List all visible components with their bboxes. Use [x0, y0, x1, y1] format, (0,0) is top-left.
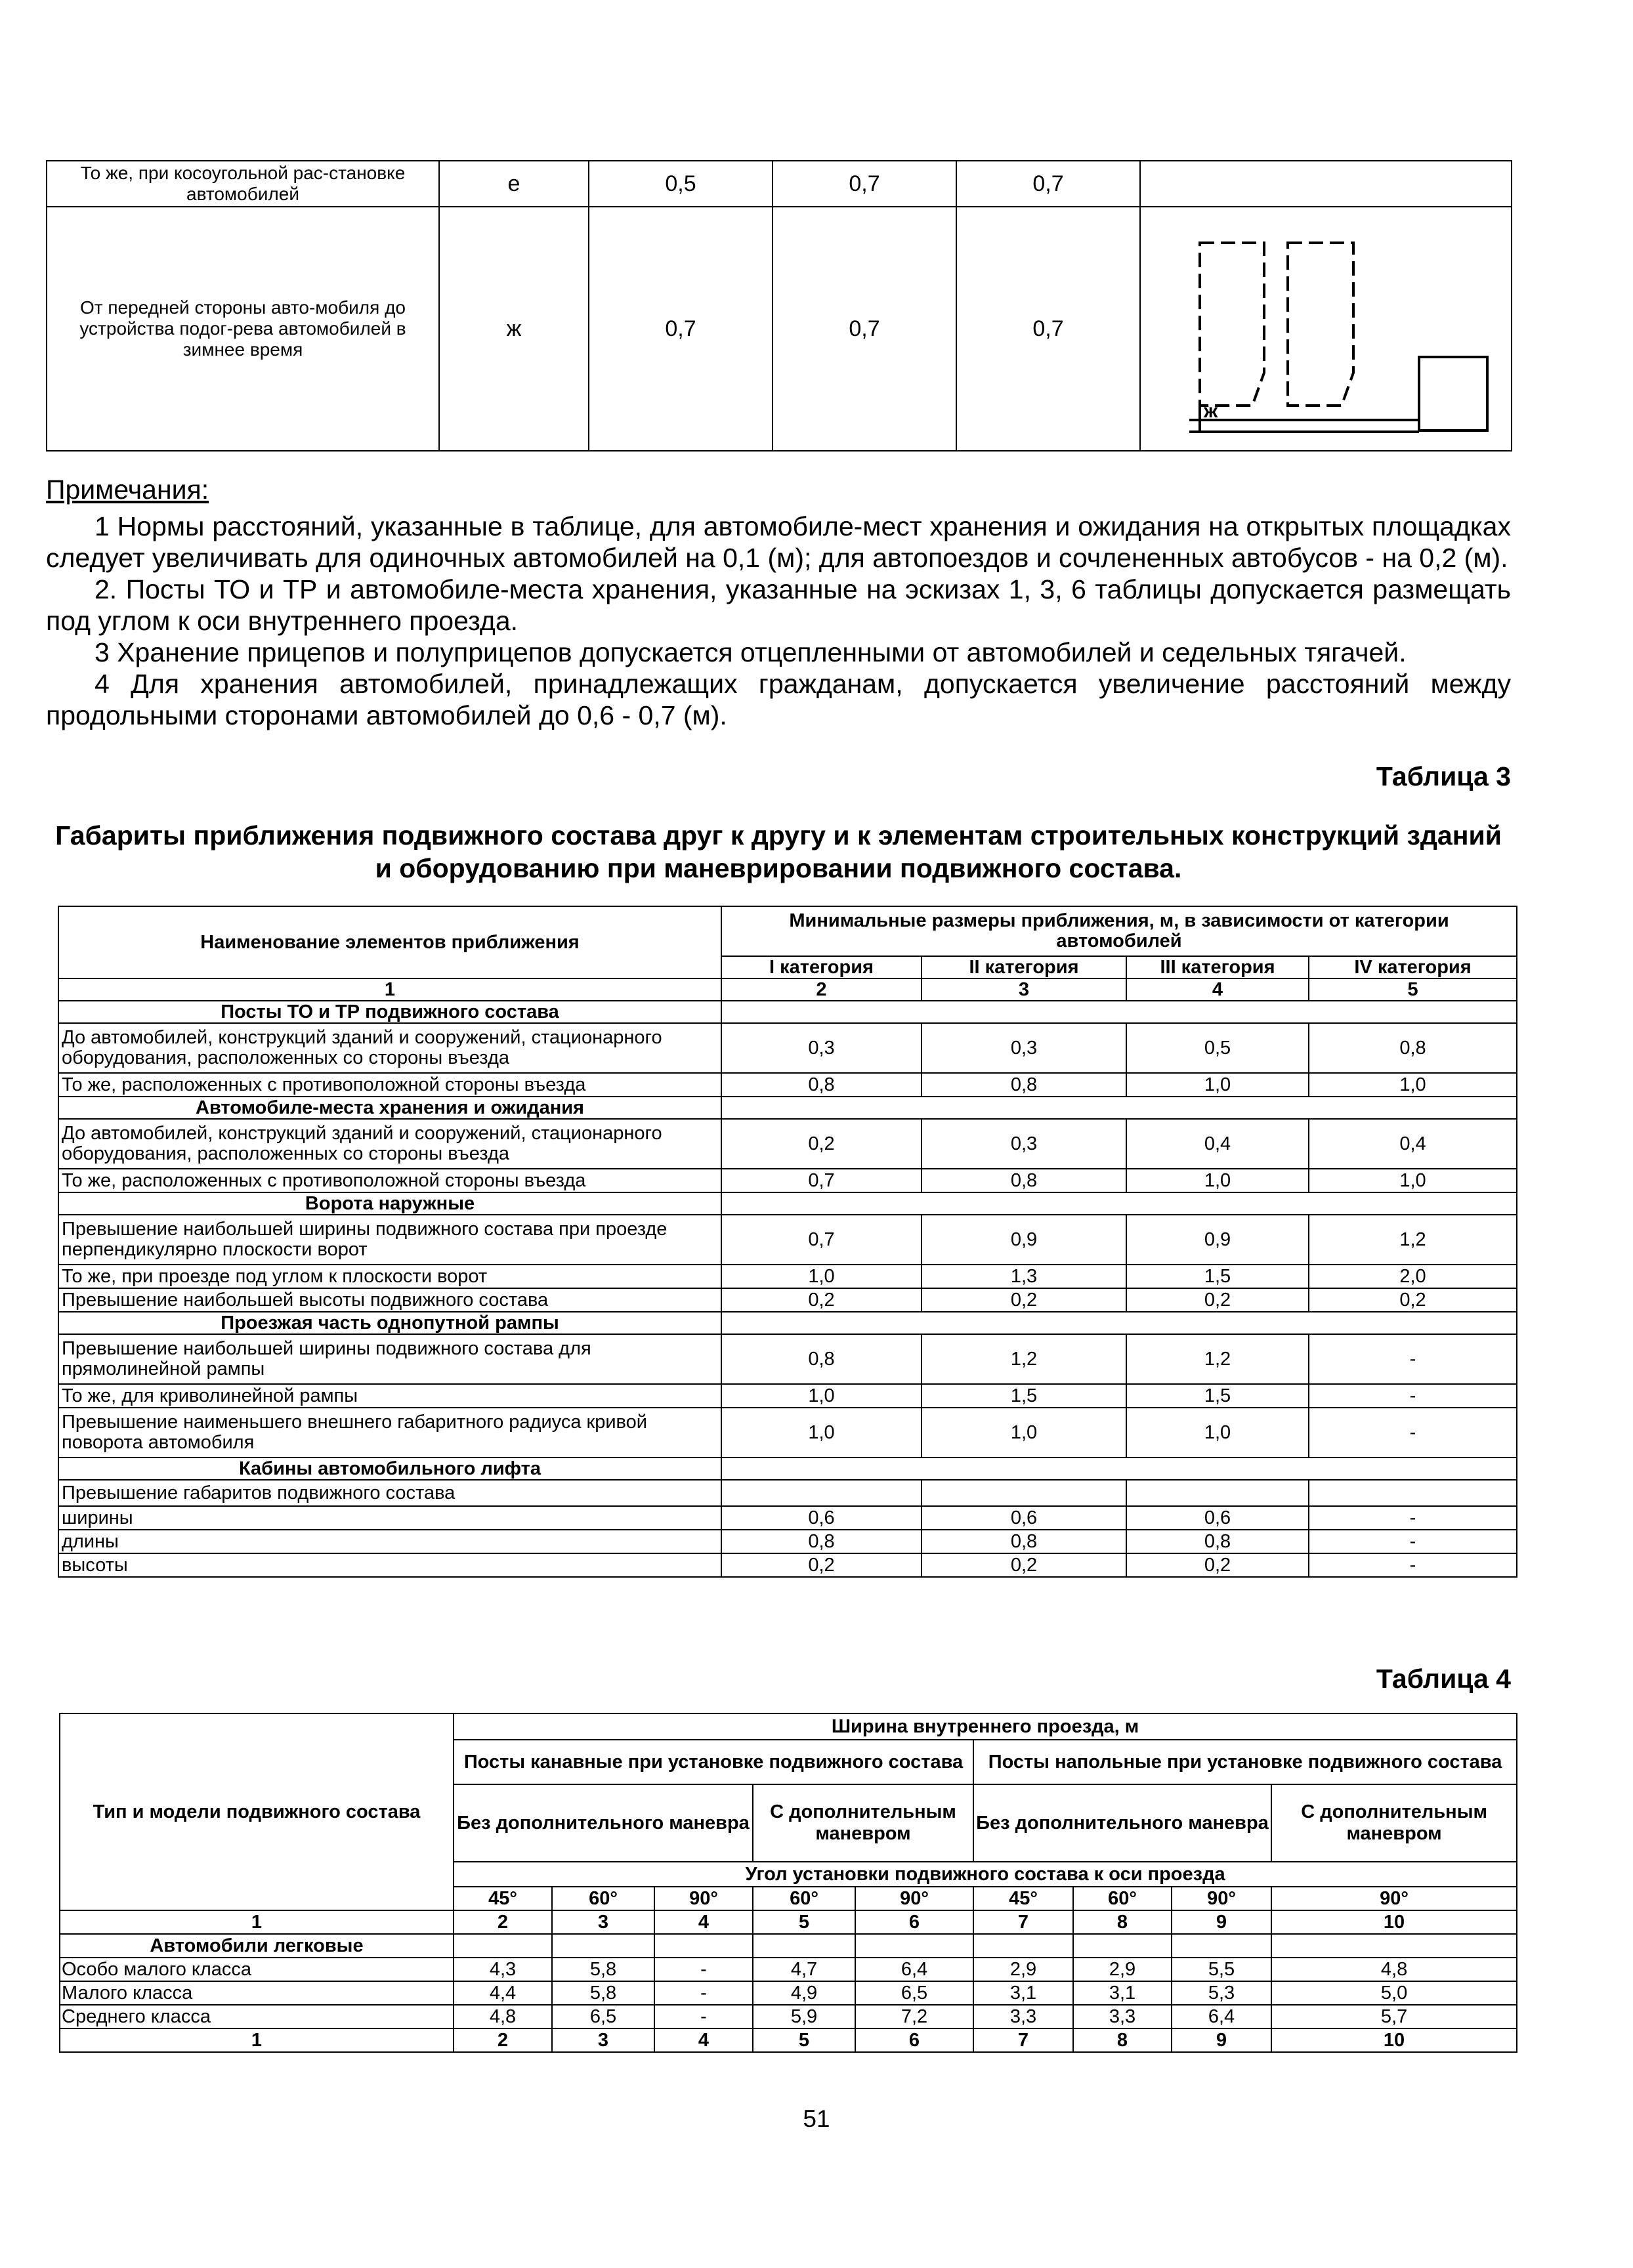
cell: - [1309, 1553, 1517, 1577]
table-row [47, 207, 1512, 451]
table-row [60, 1981, 1517, 2005]
angle-header: 90° [654, 1887, 753, 1910]
cell: 0,3 [922, 1023, 1126, 1073]
cell: 6,5 [855, 1981, 973, 2005]
cell: 0,2 [721, 1119, 922, 1169]
table-row [58, 1530, 1517, 1553]
table4-caption: Таблица 4 [1376, 1664, 1511, 1694]
table-row [60, 1713, 1517, 1740]
group-canal: Посты канавные при установке подвижного состава [454, 1740, 973, 1784]
cell: 4,3 [454, 1958, 552, 1981]
row-name: Особо малого класса [60, 1958, 454, 1981]
col-num: 3 [552, 1910, 654, 1934]
cell: 0,4 [1309, 1119, 1517, 1169]
angle-header: 90° [1172, 1887, 1271, 1910]
cell: 0,6 [922, 1506, 1126, 1530]
col-num: 9 [1172, 1910, 1271, 1934]
table-row [58, 906, 1517, 956]
col-num: 1 [58, 978, 721, 1001]
col-num: 5 [753, 1910, 855, 1934]
cat-header: I категория [721, 956, 922, 978]
cell: - [654, 2005, 753, 2028]
empty-sketch-cell [1140, 161, 1512, 207]
angle-header: 45° [454, 1887, 552, 1910]
table3 [58, 906, 1517, 1578]
cat-header: III категория [1126, 956, 1309, 978]
cell: - [654, 1958, 753, 1981]
table3-title: Габариты приближения подвижного состава друг к другу и к элементам строительных конструкций зданий и оборудованию при маневрировании подвижного состава. [55, 820, 1502, 883]
cell: 5,0 [1271, 1981, 1517, 2005]
col-num: 2 [454, 2028, 552, 2052]
row-name: Превышение наименьшего внешнего габаритного радиуса кривой поворота автомобиля [58, 1408, 721, 1458]
table-continued [46, 160, 1512, 452]
cell: 0,2 [922, 1288, 1126, 1312]
cell: - [1309, 1408, 1517, 1458]
cell: 0,8 [721, 1334, 922, 1384]
row-name: Превышение наибольшей высоты подвижного состава [58, 1288, 721, 1312]
angle-header: 90° [1271, 1887, 1517, 1910]
cell: 0,6 [721, 1506, 922, 1530]
cell: 0,4 [1126, 1119, 1309, 1169]
row-label: е [439, 161, 589, 207]
section-row [60, 1934, 1517, 1958]
cell: 5,8 [552, 1981, 654, 2005]
table-row [58, 1553, 1517, 1577]
cell: 7,2 [855, 2005, 973, 2028]
row-name: Превышение наибольшей ширины подвижного состава при проезде перпендикулярно плоскости ворот [58, 1215, 721, 1265]
cell: 0,2 [721, 1288, 922, 1312]
row-name: длины [58, 1530, 721, 1553]
cell: 0,8 [721, 1073, 922, 1097]
table-row [58, 1506, 1517, 1530]
row-label: ж [439, 207, 589, 451]
table-row [60, 2005, 1517, 2028]
col-num: 9 [1172, 2028, 1271, 2052]
table-row [58, 1334, 1517, 1384]
table3-caption: Таблица 3 [1376, 761, 1511, 791]
angle-header: 90° [855, 1887, 973, 1910]
col-num: 6 [855, 1910, 973, 1934]
cell: 0,8 [922, 1530, 1126, 1553]
col-num: 3 [552, 2028, 654, 2052]
row-name: Малого класса [60, 1981, 454, 2005]
cell: 1,0 [1126, 1169, 1309, 1192]
table-row [58, 978, 1517, 1001]
group-floor: Посты напольные при установке подвижного состава [973, 1740, 1517, 1784]
cat-header: IV категория [1309, 956, 1517, 978]
cell: 6,4 [1172, 2005, 1271, 2028]
table-row [58, 1265, 1517, 1288]
table4 [59, 1713, 1517, 2053]
cell: 0,7 [721, 1169, 922, 1192]
sub-no-maneuver-floor: Без дополнительного маневра [973, 1784, 1271, 1862]
table-row [58, 1288, 1517, 1312]
table-row [58, 1023, 1517, 1073]
cell: 1,2 [1126, 1334, 1309, 1384]
angle-header: 60° [1073, 1887, 1172, 1910]
cell: 0,3 [922, 1119, 1126, 1169]
cell: 0,7 [773, 207, 956, 451]
cell: 1,5 [922, 1384, 1126, 1408]
angle-label: Угол установки подвижного состава к оси проезда [454, 1862, 1517, 1887]
cell: - [1309, 1384, 1517, 1408]
cat-header: II категория [922, 956, 1126, 978]
note-item: 3 Хранение прицепов и полуприцепов допускается отцепленными от автомобилей и седельных тягачей. [95, 637, 1407, 667]
cell: 0,8 [1126, 1530, 1309, 1553]
angle-header: 45° [973, 1887, 1073, 1910]
section-row [58, 1097, 1517, 1119]
cell: 1,0 [721, 1265, 922, 1288]
section-title: Автомобиле-места хранения и ожидания [58, 1097, 721, 1119]
row-name: ширины [58, 1506, 721, 1530]
cell: 1,0 [1126, 1073, 1309, 1097]
cell: 4,8 [454, 2005, 552, 2028]
col-num: 6 [855, 2028, 973, 2052]
cell: 0,2 [1309, 1288, 1517, 1312]
col-num: 1 [60, 1910, 454, 1934]
cell: 1,5 [1126, 1384, 1309, 1408]
section-row [58, 1312, 1517, 1334]
cell: 0,7 [956, 207, 1140, 451]
col-num: 3 [922, 978, 1126, 1001]
table-row [58, 1073, 1517, 1097]
cell: 0,3 [721, 1023, 922, 1073]
row-name: От передней стороны авто-мобиля до устройства подог-рева автомобилей в зимнее время [47, 207, 439, 451]
cell: 1,0 [922, 1408, 1126, 1458]
table-row [47, 161, 1512, 207]
head-width: Ширина внутреннего проезда, м [454, 1713, 1517, 1740]
cell: 0,2 [1126, 1553, 1309, 1577]
cell: 4,4 [454, 1981, 552, 2005]
cell: 1,3 [922, 1265, 1126, 1288]
cell: 0,6 [1126, 1506, 1309, 1530]
row-name: До автомобилей, конструкций зданий и сооружений, стационарного оборудования, расположенных со стороны въезда [58, 1119, 721, 1169]
angle-header: 60° [753, 1887, 855, 1910]
cell: 0,9 [1126, 1215, 1309, 1265]
row-name: Превышение габаритов подвижного состава [58, 1480, 721, 1506]
cell: 1,0 [1126, 1408, 1309, 1458]
section-title: Кабины автомобильного лифта [58, 1458, 721, 1480]
cell: 5,3 [1172, 1981, 1271, 2005]
notes-header: Примечания: [46, 474, 209, 505]
table-row [58, 1384, 1517, 1408]
col-num: 1 [60, 2028, 454, 2052]
head-type: Тип и модели подвижного состава [60, 1713, 454, 1910]
section-row [58, 1001, 1517, 1023]
cell: 2,9 [1073, 1958, 1172, 1981]
cell: 6,5 [552, 2005, 654, 2028]
cell: 1,5 [1126, 1265, 1309, 1288]
row-name: Среднего класса [60, 2005, 454, 2028]
cell: 2,9 [973, 1958, 1073, 1981]
head-group: Минимальные размеры приближения, м, в зависимости от категории автомобилей [721, 906, 1517, 956]
section-row [58, 1458, 1517, 1480]
cell: 0,7 [589, 207, 773, 451]
angle-header: 60° [552, 1887, 654, 1910]
cell: - [1309, 1530, 1517, 1553]
section-title: Автомобили легковые [60, 1934, 454, 1958]
cell: 0,7 [773, 161, 956, 207]
cell: 3,3 [973, 2005, 1073, 2028]
cell: 0,7 [721, 1215, 922, 1265]
row-name: То же, при проезде под углом к плоскости ворот [58, 1265, 721, 1288]
cell: - [654, 1981, 753, 2005]
col-num: 8 [1073, 2028, 1172, 2052]
cell: 3,1 [973, 1981, 1073, 2005]
sketch-label: ж [1204, 400, 1218, 422]
section-title: Проезжая часть однопутной рампы [58, 1312, 721, 1334]
cell: 5,7 [1271, 2005, 1517, 2028]
cell: - [1309, 1334, 1517, 1384]
cell: 0,2 [721, 1553, 922, 1577]
cell: 0,5 [589, 161, 773, 207]
note-item: 1 Нормы расстояний, указанные в таблице, для автомобиле-мест хранения и ожидания на открытых площадках следует увеличивать для одиночных автомобилей на 0,1 (м); для автопоездов и сочлененных автобусов - на 0,2 (м). [46, 511, 1511, 573]
page-number: 51 [803, 2105, 830, 2132]
row-name: Превышение наибольшей ширины подвижного состава для прямолинейной рампы [58, 1334, 721, 1384]
cell: 1,0 [1309, 1073, 1517, 1097]
row-name: высоты [58, 1553, 721, 1577]
col-num: 5 [1309, 978, 1517, 1001]
cell: 1,0 [1309, 1169, 1517, 1192]
cell: 2,0 [1309, 1265, 1517, 1288]
col-num: 2 [454, 1910, 552, 1934]
cell: 0,8 [922, 1169, 1126, 1192]
col-num: 2 [721, 978, 922, 1001]
row-name: До автомобилей, конструкций зданий и сооружений, стационарного оборудования, расположенных со стороны въезда [58, 1023, 721, 1073]
note-item: 4 Для хранения автомобилей, принадлежащих гражданам, допускается увеличение расстояний между продольными сторонами автомобилей до 0,6 - 0,7 (м). [46, 669, 1511, 730]
col-num: 10 [1271, 2028, 1517, 2052]
cell: 0,7 [956, 161, 1140, 207]
row-name: То же, для криволинейной рампы [58, 1384, 721, 1408]
sub-no-maneuver-canal: Без дополнительного маневра [454, 1784, 753, 1862]
cell: 0,9 [922, 1215, 1126, 1265]
table-row [58, 1119, 1517, 1169]
col-num: 7 [973, 1910, 1073, 1934]
cell: 0,2 [922, 1553, 1126, 1577]
cell: 5,9 [753, 2005, 855, 2028]
section-title: Ворота наружные [58, 1192, 721, 1215]
sub-maneuver-canal: С дополнительным маневром [753, 1784, 973, 1862]
table-row [60, 2028, 1517, 2052]
cell: 4,7 [753, 1958, 855, 1981]
sketch-cell [1140, 207, 1512, 451]
table-row [58, 1169, 1517, 1192]
head-name: Наименование элементов приближения [58, 906, 721, 978]
section-row [58, 1192, 1517, 1215]
cell: 0,8 [1309, 1023, 1517, 1073]
section-title: Посты ТО и ТР подвижного состава [58, 1001, 721, 1023]
cell: 0,8 [922, 1073, 1126, 1097]
cell: 1,0 [721, 1408, 922, 1458]
sub-maneuver-floor: С дополнительным маневром [1271, 1784, 1517, 1862]
table-row [60, 1910, 1517, 1934]
cell: 4,8 [1271, 1958, 1517, 1981]
cell: 3,3 [1073, 2005, 1172, 2028]
cell: 0,2 [1126, 1288, 1309, 1312]
cell: 3,1 [1073, 1981, 1172, 2005]
table-row [60, 1958, 1517, 1981]
row-name: То же, расположенных с противоположной стороны въезда [58, 1169, 721, 1192]
notes [46, 474, 1511, 731]
table-row [58, 1480, 1517, 1506]
cell: 4,9 [753, 1981, 855, 2005]
cell: - [1309, 1506, 1517, 1530]
table-row [58, 1408, 1517, 1458]
cell: 0,5 [1126, 1023, 1309, 1073]
col-num: 5 [753, 2028, 855, 2052]
cell: 6,4 [855, 1958, 973, 1981]
col-num: 4 [654, 2028, 753, 2052]
cell: 1,2 [1309, 1215, 1517, 1265]
col-num: 4 [654, 1910, 753, 1934]
cell: 5,8 [552, 1958, 654, 1981]
cell: 5,5 [1172, 1958, 1271, 1981]
col-num: 10 [1271, 1910, 1517, 1934]
cell: 0,8 [721, 1530, 922, 1553]
col-num: 4 [1126, 978, 1309, 1001]
note-item: 2. Посты ТО и ТР и автомобиле-места хранения, указанные на эскизах 1, 3, 6 таблицы допускается размещать под углом к оси внутреннего проезда. [46, 574, 1511, 636]
table-row [58, 1215, 1517, 1265]
row-name: То же, при косоугольной рас-становке автомобилей [47, 161, 439, 207]
cell: 1,2 [922, 1334, 1126, 1384]
col-num: 8 [1073, 1910, 1172, 1934]
cell: 1,0 [721, 1384, 922, 1408]
parking-sketch-icon [1143, 209, 1508, 445]
col-num: 7 [973, 2028, 1073, 2052]
row-name: То же, расположенных с противоположной стороны въезда [58, 1073, 721, 1097]
